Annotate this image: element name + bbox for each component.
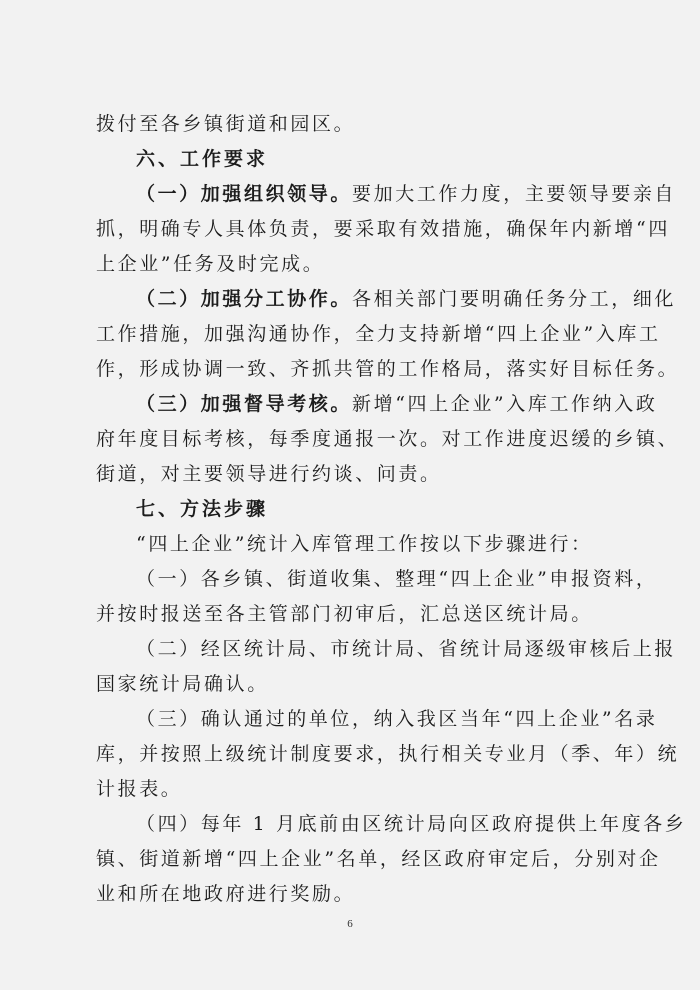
paragraph-line: “四上企业”统计入库管理工作按以下步骤进行： [136,533,593,555]
paragraph-text: 各相关部门要明确任务分工，细化 [352,288,677,310]
paragraph-line: 计报表。 [96,778,183,800]
paragraph-line: 库，并按照上级统计制度要求，执行相关专业月（季、年）统 [96,743,680,765]
paragraph-line: （二）经区统计局、市统计局、省统计局逐级审核后上报 [136,638,677,660]
paragraph-line: （一）各乡镇、街道收集、整理“四上企业”申报资料， [136,568,658,590]
subheading-division-cooperation: （二）加强分工协作。 [136,288,353,310]
paragraph-line: 街道，对主要领导进行约谈、问责。 [96,463,442,485]
paragraph-text: 要加大工作力度，主要领导要亲自 [352,183,677,205]
paragraph-line: 府年度目标考核，每季度通报一次。对工作进度迟缓的乡镇、 [96,428,680,450]
paragraph-line: 并按时报送至各主管部门初审后，汇总送区统计局。 [96,603,593,625]
section-heading-method-steps: 七、方法步骤 [136,498,269,520]
paragraph-line: （四）每年 1 月底前由区统计局向区政府提供上年度各乡 [136,813,687,835]
subheading-organization-leadership: （一）加强组织领导。 [136,183,353,205]
paragraph-text: 新增“四上企业”入库工作纳入政 [352,393,658,415]
section-heading-work-requirements: 六、工作要求 [136,148,269,170]
paragraph-line: （三）确认通过的单位，纳入我区当年“四上企业”名录 [136,708,658,730]
paragraph-line [136,182,677,206]
paragraph-line: 国家统计局确认。 [96,673,269,695]
paragraph-line: 作，形成协调一致、齐抓共管的工作格局，落实好目标任务。 [96,358,680,380]
paragraph-line: 业和所在地政府进行奖励。 [96,883,356,905]
paragraph-line [136,392,658,416]
paragraph-line: 镇、街道新增“四上企业”名单，经区政府审定后，分别对企 [96,848,661,870]
paragraph-line: 拨付至各乡镇街道和园区。 [96,113,356,135]
page-number: 6 [347,918,353,930]
paragraph-line: 工作措施，加强沟通协作，全力支持新增“四上企业”入库工 [96,323,661,345]
paragraph-line [136,287,677,311]
subheading-supervision-assessment: （三）加强督导考核。 [136,393,353,415]
paragraph-line: 抓，明确专人具体负责，要采取有效措施，确保年内新增“四 [96,218,670,240]
paragraph-line: 上企业”任务及时完成。 [96,253,325,275]
